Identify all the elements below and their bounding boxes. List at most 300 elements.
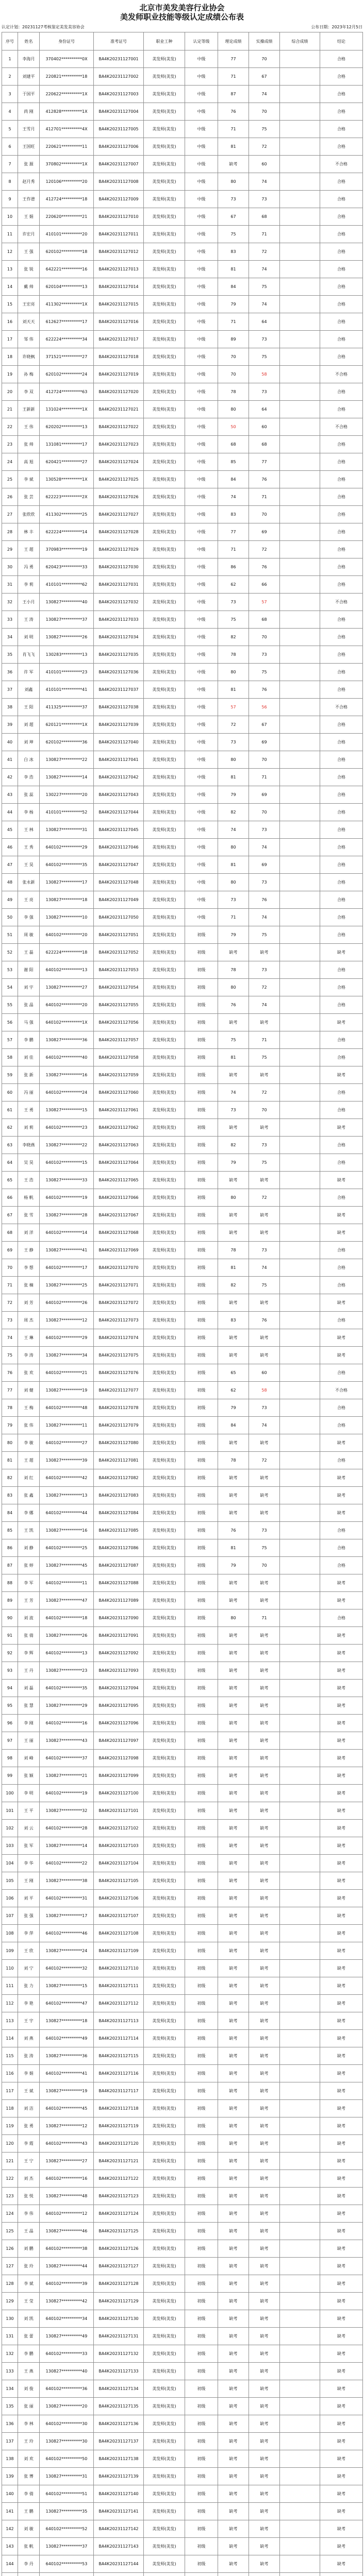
name-cell: 李海月 [18,50,40,68]
id-number-cell: 130827**********37 [40,611,94,629]
name-cell: 王 超 [18,541,40,558]
practical-score-cell: 缺考 [249,2328,280,2345]
ticket-number-cell: BA4K20231127065 [94,1172,144,1189]
row-index: 83 [2,1487,18,1504]
id-number-cell: 130827**********25 [40,1277,94,1294]
ticket-number-cell: BA4K20231127103 [94,1837,144,1855]
result-cell: 合格 [320,243,363,261]
id-number-cell: 130827**********17 [40,1907,94,1925]
overall-score-cell [280,2205,320,2223]
overall-score-cell [280,611,320,629]
name-cell: 张 欢 [18,1364,40,1382]
practical-score-cell: 73 [249,1137,280,1154]
result-cell: 合格 [320,261,363,278]
level-cell: 中级 [185,418,218,436]
name-cell: 刘天天 [18,313,40,331]
level-cell: 初级 [185,1084,218,1101]
theory-score-cell: 缺考 [218,1645,249,1662]
id-number-cell: 130827**********20 [40,2398,94,2415]
level-cell: 初级 [185,1907,218,1925]
ticket-number-cell: BA4K20231127083 [94,1487,144,1504]
name-cell: 王 昊 [18,856,40,874]
name-cell: 王 燕 [18,2363,40,2380]
table-row [2,1942,363,1960]
level-cell: 初级 [185,1417,218,1434]
practical-score-cell: 缺考 [249,1960,280,1977]
practical-score-cell: 60 [249,418,280,436]
theory-score-cell: 77 [218,50,249,68]
plan-label: 认定计划： [2,25,22,29]
level-cell: 中级 [185,734,218,751]
theory-score-cell: 84 [218,278,249,296]
theory-score-cell: 79 [218,926,249,944]
theory-score-cell: 缺考 [218,1014,249,1031]
ticket-number-cell: BA4K20231127137 [94,2433,144,2450]
row-index: 138 [2,2450,18,2468]
level-cell: 中级 [185,103,218,121]
theory-score-cell: 缺考 [218,2415,249,2433]
level-cell: 初级 [185,1242,218,1259]
level-cell: 初级 [185,1452,218,1469]
practical-score-cell: 缺考 [249,1592,280,1609]
overall-score-cell [280,1907,320,1925]
theory-score-cell: 缺考 [218,2240,249,2258]
practical-score-cell: 缺考 [249,2135,280,2153]
overall-score-cell [280,541,320,558]
overall-score-cell [280,2153,320,2170]
name-cell: 李 丹 [18,2555,40,2573]
occupation-cell: 美发师(美发) [144,86,185,103]
table-row [2,1101,363,1119]
result-cell: 合格 [320,681,363,699]
overall-score-cell [280,1960,320,1977]
id-number-cell: 371521**********27 [40,348,94,366]
occupation-cell: 美发师(美发) [144,2345,185,2363]
result-cell: 合格 [320,804,363,821]
table-row [2,2205,363,2223]
occupation-cell: 美发师(美发) [144,1942,185,1960]
name-cell: 林 丰 [18,523,40,541]
theory-score-cell: 80 [218,839,249,856]
result-cell: 合格 [320,86,363,103]
level-cell: 初级 [185,2450,218,2468]
name-cell: 刘 燕 [18,2030,40,2047]
id-number-cell: 640102**********31 [40,1890,94,1907]
id-number-cell: 130827**********18 [40,2012,94,2030]
overall-score-cell [280,2450,320,2468]
row-index: 111 [2,1977,18,1995]
name-cell: 刘 宇 [18,979,40,996]
row-index: 71 [2,1277,18,1294]
name-cell: 王 勇 [18,1101,40,1119]
overall-score-cell [280,2363,320,2380]
level-cell: 中级 [185,558,218,576]
id-number-cell: 370402**********0X [40,50,94,68]
practical-score-cell: 73 [249,874,280,891]
occupation-cell: 美发师(美发) [144,1101,185,1119]
practical-score-cell: 72 [249,138,280,156]
row-index: 72 [2,1294,18,1312]
row-index: 113 [2,2012,18,2030]
table-row [2,1189,363,1207]
occupation-cell: 美发师(美发) [144,1487,185,1504]
header-cell: 理论成绩 [218,32,249,50]
id-number-cell: 130827**********42 [40,2293,94,2310]
practical-score-cell: 72 [249,1084,280,1101]
practical-score-cell: 76 [249,1312,280,1329]
practical-score-cell: 70 [249,1557,280,1574]
occupation-cell: 美发师(美发) [144,50,185,68]
row-index: 36 [2,664,18,681]
table-row [2,1312,363,1329]
result-cell: 合格 [320,1609,363,1627]
table-row [2,1224,363,1242]
id-number-cell: 640102**********27 [40,1434,94,1452]
overall-score-cell [280,1382,320,1399]
row-index: 82 [2,1469,18,1487]
result-cell: 合格 [320,173,363,191]
overall-score-cell [280,1084,320,1101]
theory-score-cell: 77 [218,523,249,541]
result-cell: 缺考 [320,1925,363,1942]
table-row [2,331,363,348]
id-number-cell: 640102**********28 [40,1820,94,1837]
theory-score-cell: 76 [218,996,249,1014]
id-number-cell: 130827**********15 [40,1101,94,1119]
table-row [2,1347,363,1364]
name-cell: 张 慧 [18,1697,40,1715]
result-cell: 合格 [320,331,363,348]
result-cell: 合格 [320,734,363,751]
level-cell: 初级 [185,2398,218,2415]
table-row [2,2345,363,2363]
row-index: 22 [2,418,18,436]
occupation-cell: 美发师(美发) [144,1732,185,1750]
id-number-cell: 410101**********41 [40,681,94,699]
header-cell: 职业工种 [144,32,185,50]
result-cell: 缺考 [320,1434,363,1452]
result-cell: 缺考 [320,1487,363,1504]
ticket-number-cell: BA4K20231127124 [94,2205,144,2223]
overall-score-cell [280,1977,320,1995]
occupation-cell: 美发师(美发) [144,1189,185,1207]
id-number-cell: 130827**********45 [40,1557,94,1574]
name-cell: 孙 梅 [18,366,40,383]
level-cell: 中级 [185,226,218,243]
occupation-cell: 美发师(美发) [144,261,185,278]
id-number-cell: 640102**********22 [40,1855,94,1872]
row-index: 116 [2,2065,18,2082]
level-cell: 初级 [185,1750,218,1767]
occupation-cell: 美发师(美发) [144,1592,185,1609]
publish-value: 2023年12月5日 [332,25,362,29]
occupation-cell: 美发师(美发) [144,453,185,471]
id-number-cell: 412828**********1X [40,103,94,121]
overall-score-cell [280,173,320,191]
row-index: 132 [2,2345,18,2363]
practical-score-cell: 缺考 [249,1294,280,1312]
occupation-cell: 美发师(美发) [144,243,185,261]
table-row [2,1627,363,1645]
result-cell: 合格 [320,856,363,874]
occupation-cell: 美发师(美发) [144,1680,185,1697]
occupation-cell: 美发师(美发) [144,2153,185,2170]
table-row [2,1469,363,1487]
overall-score-cell [280,839,320,856]
result-cell: 缺考 [320,2415,363,2433]
level-cell: 初级 [185,1137,218,1154]
name-cell: 李 敏 [18,1434,40,1452]
level-cell: 初级 [185,996,218,1014]
row-index: 58 [2,1049,18,1066]
ticket-number-cell: BA4K20231127075 [94,1347,144,1364]
row-index: 5 [2,121,18,138]
ticket-number-cell: BA4K20231127082 [94,1469,144,1487]
ticket-number-cell: BA4K20231127020 [94,383,144,401]
row-index: 97 [2,1732,18,1750]
name-cell: 刘 坤 [18,734,40,751]
table-row [2,1732,363,1750]
theory-score-cell: 80 [218,1609,249,1627]
id-number-cell: 130827**********19 [40,1382,94,1399]
level-cell: 初级 [185,1399,218,1417]
ticket-number-cell: BA4K20231127019 [94,366,144,383]
result-cell: 缺考 [320,2205,363,2223]
occupation-cell: 美发师(美发) [144,821,185,839]
occupation-cell: 美发师(美发) [144,2310,185,2328]
table-row [2,1452,363,1469]
theory-score-cell: 71 [218,909,249,926]
table-row [2,1119,363,1137]
occupation-cell: 美发师(美发) [144,2258,185,2275]
ticket-number-cell: BA4K20231127086 [94,1539,144,1557]
row-index: 137 [2,2433,18,2450]
ticket-number-cell: BA4K20231127105 [94,1872,144,1890]
overall-score-cell [280,1137,320,1154]
id-number-cell: 130827**********21 [40,1767,94,1785]
ticket-number-cell: BA4K20231127139 [94,2468,144,2485]
level-cell: 中级 [185,891,218,909]
theory-score-cell: 缺考 [218,156,249,173]
name-cell: 马 强 [18,1014,40,1031]
practical-score-cell: 69 [249,523,280,541]
name-cell: 张 蕊 [18,786,40,804]
name-cell: 刘 静 [18,1539,40,1557]
id-number-cell: 130827**********12 [40,2117,94,2135]
overall-score-cell [280,1574,320,1592]
level-cell: 初级 [185,1837,218,1855]
theory-score-cell: 80 [218,979,249,996]
result-cell: 缺考 [320,2030,363,2047]
ticket-number-cell: BA4K20231127013 [94,261,144,278]
level-cell: 中级 [185,488,218,506]
theory-score-cell: 80 [218,173,249,191]
ticket-number-cell: BA4K20231127071 [94,1277,144,1294]
level-cell: 初级 [185,1294,218,1312]
practical-score-cell: 74 [249,296,280,313]
occupation-cell: 美发师(美发) [144,331,185,348]
header-cell: 结论 [320,32,363,50]
result-cell: 合格 [320,996,363,1014]
id-number-cell: 640102**********11 [40,1574,94,1592]
name-cell: 张 芸 [18,488,40,506]
level-cell: 中级 [185,576,218,594]
practical-score-cell: 缺考 [249,1732,280,1750]
level-cell: 初级 [185,1382,218,1399]
level-cell: 初级 [185,1574,218,1592]
occupation-cell: 美发师(美发) [144,2170,185,2188]
overall-score-cell [280,1119,320,1137]
result-cell: 缺考 [320,2433,363,2450]
practical-score-cell: 70 [249,629,280,646]
id-number-cell: 640102**********18 [40,1609,94,1627]
practical-score-cell: 缺考 [249,1504,280,1522]
table-row [2,1750,363,1767]
row-index: 19 [2,366,18,383]
level-cell: 初级 [185,2188,218,2205]
result-cell: 缺考 [320,2012,363,2030]
level-cell: 初级 [185,1680,218,1697]
occupation-cell: 美发师(美发) [144,138,185,156]
practical-score-cell: 缺考 [249,2345,280,2363]
id-number-cell: 130827**********30 [40,2433,94,2450]
name-cell: 刘 鹏 [18,2240,40,2258]
overall-score-cell [280,226,320,243]
theory-score-cell: 82 [218,1137,249,1154]
name-cell: 李 浩 [18,769,40,786]
level-cell: 初级 [185,2117,218,2135]
practical-score-cell: 64 [249,401,280,418]
level-cell: 初级 [185,1785,218,1802]
row-index: 77 [2,1382,18,1399]
practical-score-cell: 74 [249,261,280,278]
result-cell: 合格 [320,541,363,558]
overall-score-cell [280,961,320,979]
id-number-cell: 622224**********18 [40,944,94,961]
occupation-cell: 美发师(美发) [144,699,185,716]
theory-score-cell: 缺考 [218,2310,249,2328]
practical-score-cell: 73 [249,331,280,348]
sheet-title: 美发师职业技能等级认定成绩公布表 [120,12,244,22]
id-number-cell: 411302**********25 [40,506,94,523]
overall-score-cell [280,1452,320,1469]
level-cell: 初级 [185,1364,218,1382]
name-cell: 张 鑫 [18,1487,40,1504]
overall-score-cell [280,576,320,594]
ticket-number-cell: BA4K20231127059 [94,1066,144,1084]
name-cell: 许晓枫 [18,348,40,366]
row-index: 24 [2,453,18,471]
name-cell: 刘 佳 [18,1049,40,1066]
table-row [2,471,363,488]
ticket-number-cell: BA4K20231127007 [94,156,144,173]
ticket-number-cell: BA4K20231127130 [94,2310,144,2328]
table-row [2,926,363,944]
name-cell: 李 莉 [18,576,40,594]
overall-score-cell [280,594,320,611]
table-row [2,261,363,278]
result-cell: 不合格 [320,366,363,383]
occupation-cell: 美发师(美发) [144,1294,185,1312]
occupation-cell: 美发师(美发) [144,436,185,453]
overall-score-cell [280,2468,320,2485]
result-cell: 不合格 [320,418,363,436]
occupation-cell: 美发师(美发) [144,2363,185,2380]
table-row [2,1242,363,1259]
row-index: 16 [2,313,18,331]
theory-score-cell: 62 [218,1382,249,1399]
theory-score-cell: 75 [218,226,249,243]
id-number-cell: 120106**********20 [40,173,94,191]
theory-score-cell: 80 [218,1189,249,1207]
row-index: 142 [2,2520,18,2538]
id-number-cell: 130827**********16 [40,1066,94,1084]
occupation-cell: 美发师(美发) [144,1224,185,1242]
name-cell: 张 力 [18,1977,40,1995]
overall-score-cell [280,926,320,944]
table-row [2,2328,363,2345]
name-cell: 张 涛 [18,2047,40,2065]
ticket-number-cell: BA4K20231127021 [94,401,144,418]
result-cell: 缺考 [320,1207,363,1224]
level-cell: 中级 [185,436,218,453]
ticket-number-cell: BA4K20231127036 [94,664,144,681]
practical-score-cell: 缺考 [249,1207,280,1224]
occupation-cell: 美发师(美发) [144,2047,185,2065]
row-index: 129 [2,2293,18,2310]
ticket-number-cell: BA4K20231127080 [94,1434,144,1452]
table-row [2,576,363,594]
practical-score-cell: 缺考 [249,1627,280,1645]
table-row [2,804,363,821]
row-index: 26 [2,488,18,506]
row-index: 101 [2,1802,18,1820]
overall-score-cell [280,436,320,453]
row-index: 90 [2,1609,18,1627]
theory-score-cell: 86 [218,558,249,576]
practical-score-cell: 缺考 [249,2240,280,2258]
name-cell: 李 斌 [18,2275,40,2293]
id-number-cell: 130827**********14 [40,1837,94,1855]
practical-score-cell: 70 [249,751,280,769]
theory-score-cell: 缺考 [218,1802,249,1820]
id-number-cell: 620102**********24 [40,366,94,383]
name-cell: 李 林 [18,2415,40,2433]
overall-score-cell [280,2030,320,2047]
theory-score-cell: 缺考 [218,1820,249,1837]
level-cell: 初级 [185,1732,218,1750]
result-cell: 合格 [320,436,363,453]
theory-score-cell: 缺考 [218,1487,249,1504]
id-number-cell: 640102**********24 [40,1084,94,1101]
overall-score-cell [280,2117,320,2135]
name-cell: 刘 敏 [18,2520,40,2538]
header-cell: 身份证号 [40,32,94,50]
occupation-cell: 美发师(美发) [144,1522,185,1539]
occupation-cell: 美发师(美发) [144,2450,185,2468]
theory-score-cell: 缺考 [218,2082,249,2100]
table-row [2,751,363,769]
row-index: 32 [2,594,18,611]
ticket-number-cell: BA4K20231127014 [94,278,144,296]
occupation-cell: 美发师(美发) [144,1907,185,1925]
ticket-number-cell: BA4K20231127015 [94,296,144,313]
level-cell: 初级 [185,1049,218,1066]
ticket-number-cell: BA4K20231127091 [94,1627,144,1645]
name-cell: 王宏亮 [18,296,40,313]
row-index: 55 [2,996,18,1014]
ticket-number-cell: BA4K20231127116 [94,2065,144,2082]
